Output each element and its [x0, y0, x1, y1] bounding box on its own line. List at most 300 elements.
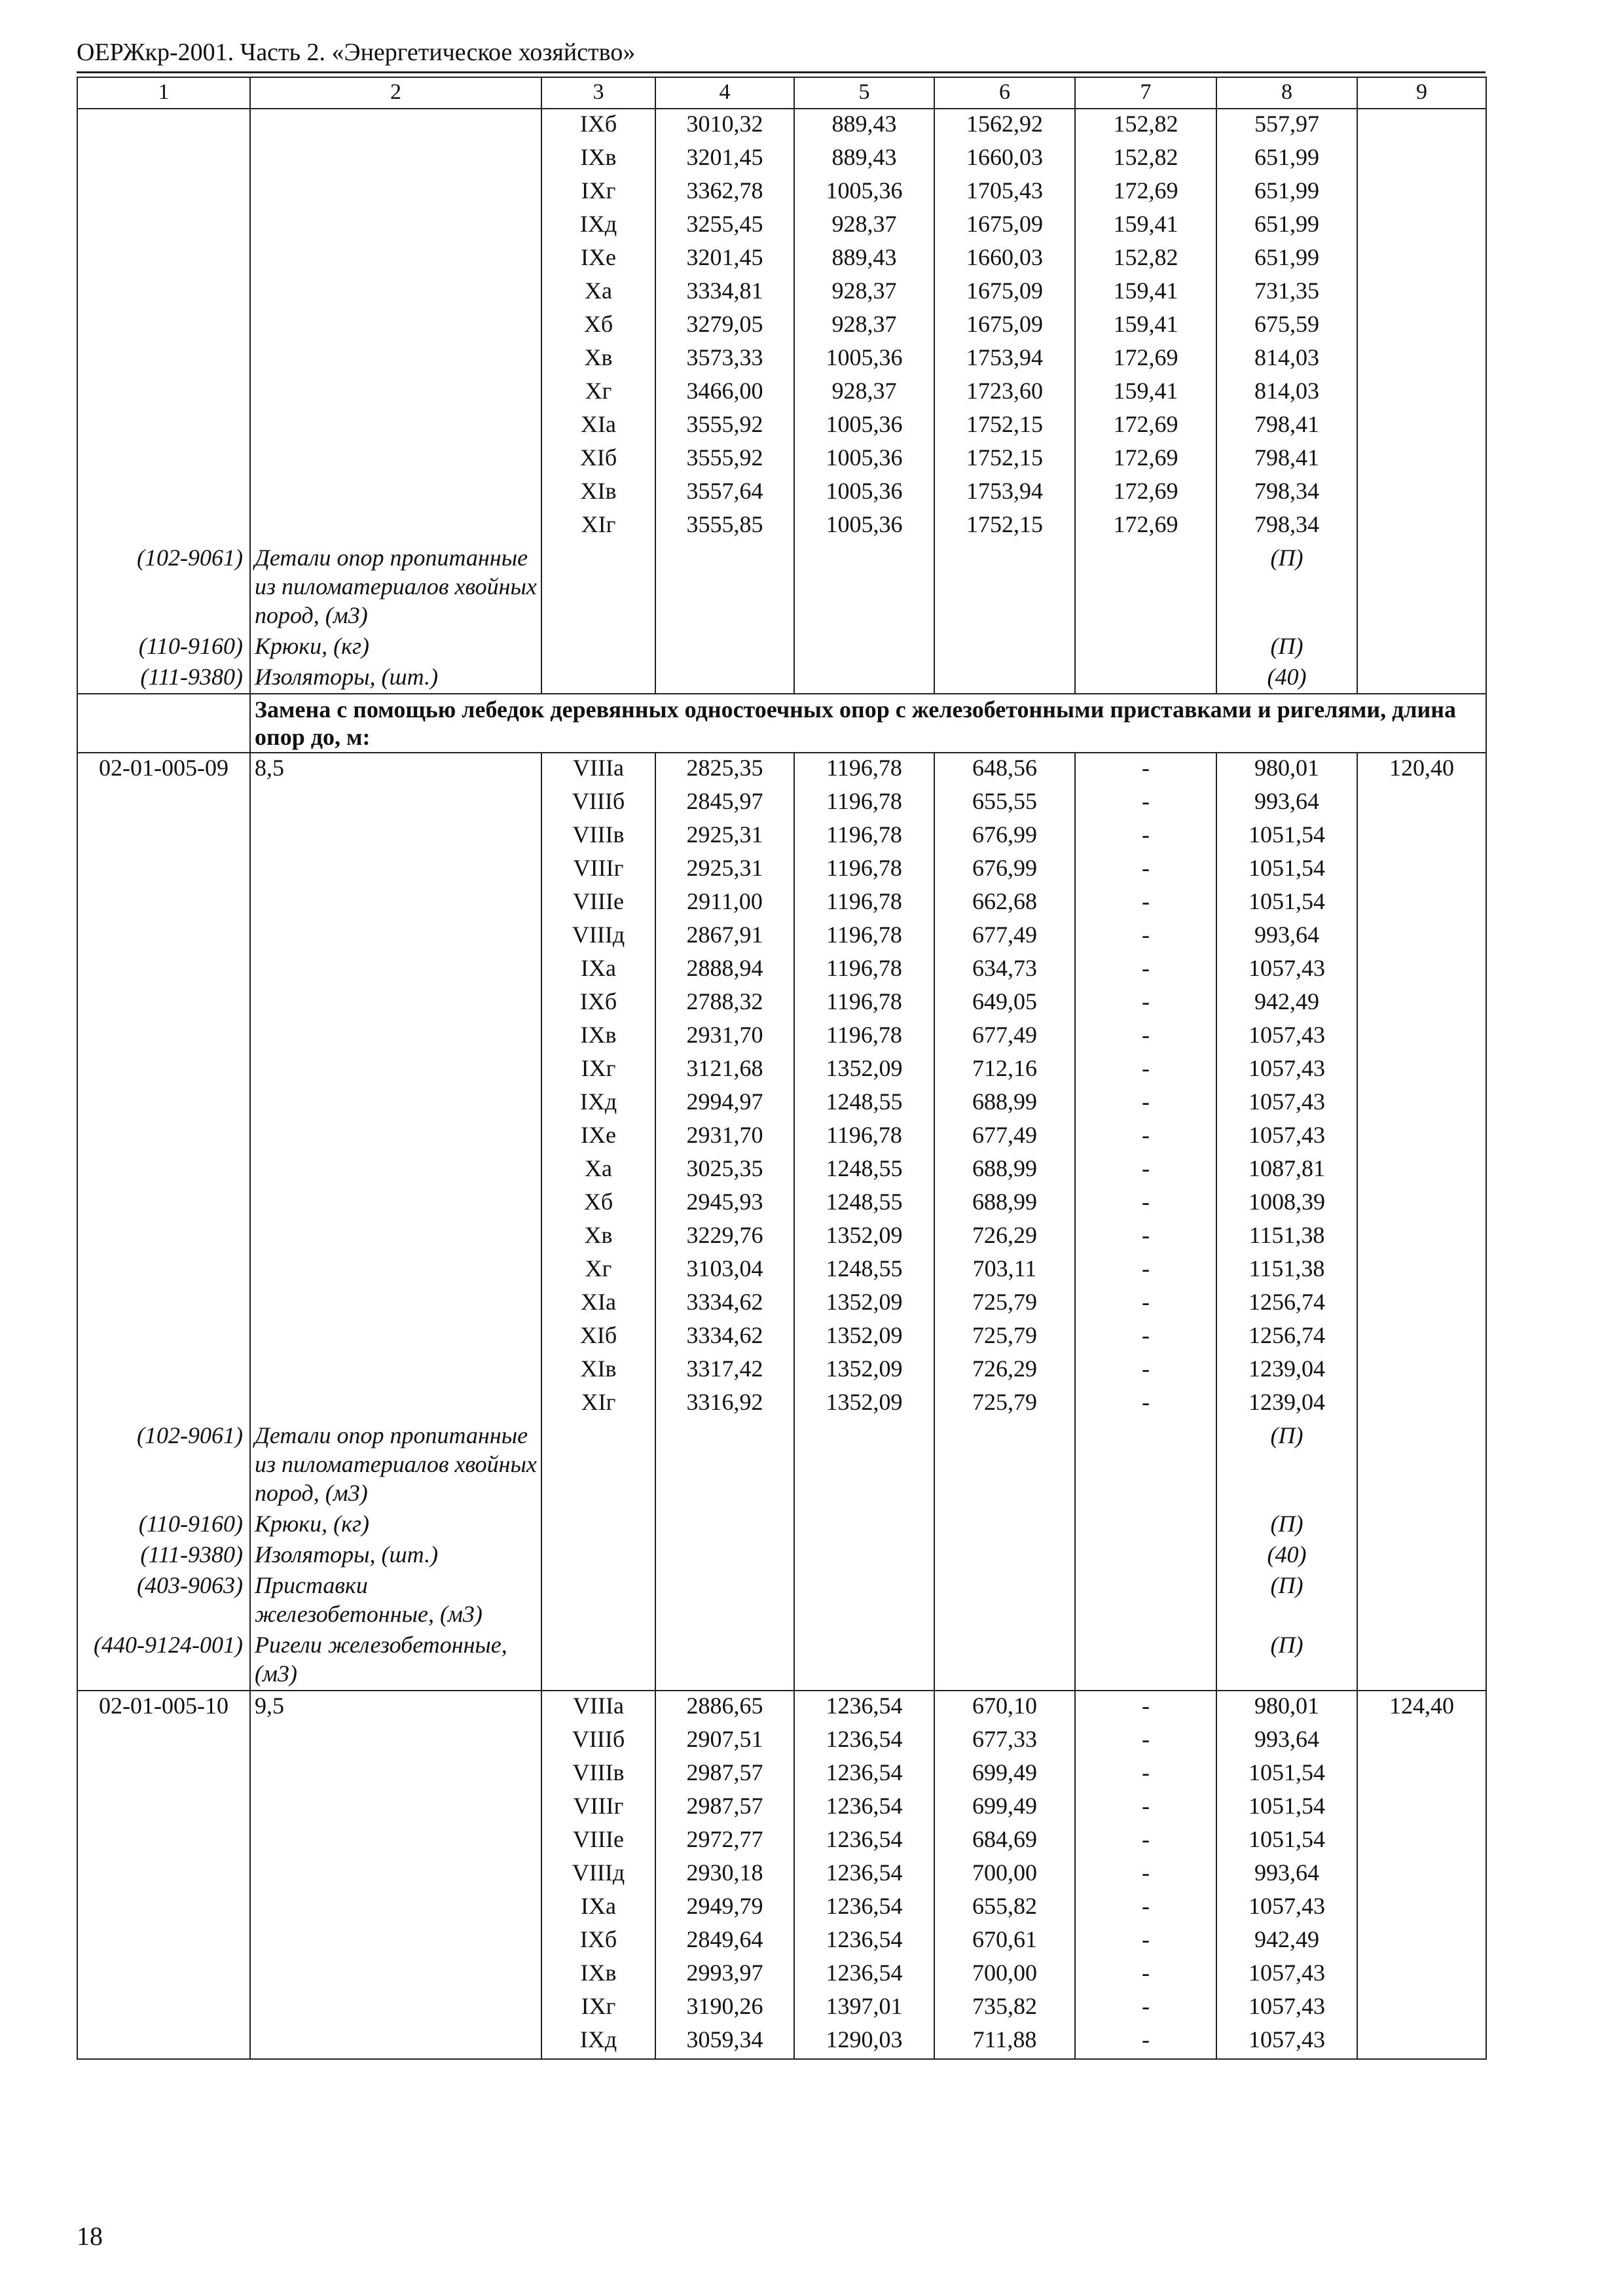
labor-cost-cell — [1357, 1221, 1486, 1254]
labor-cost-cell — [1357, 476, 1486, 510]
labor-cost-cell: 120,40 — [1357, 753, 1486, 787]
labor-cost-cell — [1357, 1958, 1486, 1992]
labor-cost-cell — [1357, 2025, 1486, 2059]
wages-cell: 1196,78 — [794, 1121, 934, 1154]
total-cost-cell: 3466,00 — [655, 376, 794, 410]
materials-cell: 1256,74 — [1216, 1287, 1357, 1321]
labor-cost-cell — [1357, 1020, 1486, 1054]
resource-value: (П) — [1216, 1571, 1357, 1630]
rate-name-cell — [250, 1992, 541, 2025]
total-cost-cell: 3555,92 — [655, 410, 794, 443]
rate-name-cell — [250, 310, 541, 343]
zone-cell: XIг — [541, 1388, 655, 1421]
machines-cell: 655,82 — [934, 1892, 1075, 1925]
total-cost-cell: 2911,00 — [655, 887, 794, 920]
rate-code-cell — [77, 920, 250, 954]
machinist-wages-cell: - — [1075, 1825, 1216, 1858]
materials-cell: 942,49 — [1216, 1925, 1357, 1958]
rate-code-cell — [77, 1020, 250, 1054]
wages-cell: 1248,55 — [794, 1187, 934, 1221]
machines-cell: 688,99 — [934, 1154, 1075, 1187]
materials-cell: 1057,43 — [1216, 954, 1357, 987]
wages-cell: 1196,78 — [794, 920, 934, 954]
total-cost-cell: 3121,68 — [655, 1054, 794, 1087]
table-row — [77, 109, 1486, 143]
materials-cell: 1057,43 — [1216, 1087, 1357, 1121]
empty-cell — [1075, 543, 1216, 632]
machines-cell: 699,49 — [934, 1791, 1075, 1825]
materials-cell: 1057,43 — [1216, 1992, 1357, 2025]
materials-cell: 651,99 — [1216, 209, 1357, 243]
rate-code-cell — [77, 176, 250, 209]
zone-cell: VIIIг — [541, 1791, 655, 1825]
rate-code-cell: 02-01-005-10 — [77, 1691, 250, 1725]
machinist-wages-cell: - — [1075, 1054, 1216, 1087]
column-number-cell: 5 — [794, 77, 934, 109]
empty-cell — [655, 1571, 794, 1630]
empty-cell — [541, 1571, 655, 1630]
machinist-wages-cell: - — [1075, 1791, 1216, 1825]
total-cost-cell: 3557,64 — [655, 476, 794, 510]
zone-cell: Xг — [541, 1254, 655, 1287]
zone-cell: IXб — [541, 109, 655, 143]
rate-name-cell — [250, 1087, 541, 1121]
zone-cell: IXб — [541, 987, 655, 1020]
zone-cell: IXв — [541, 1020, 655, 1054]
machines-cell: 634,73 — [934, 954, 1075, 987]
rate-code-cell — [77, 143, 250, 176]
resource-code: (440-9124-001) — [77, 1630, 250, 1691]
rate-name-cell — [250, 1758, 541, 1791]
zone-cell: IXа — [541, 1892, 655, 1925]
empty-cell — [541, 1421, 655, 1509]
materials-cell: 1057,43 — [1216, 1892, 1357, 1925]
resource-code: (403-9063) — [77, 1571, 250, 1630]
total-cost-cell: 2886,65 — [655, 1691, 794, 1725]
labor-cost-cell — [1357, 510, 1486, 543]
materials-cell: 980,01 — [1216, 1691, 1357, 1725]
empty-cell — [934, 543, 1075, 632]
machinist-wages-cell: - — [1075, 920, 1216, 954]
rate-name-cell: 8,5 — [250, 753, 541, 787]
rate-code-cell — [77, 343, 250, 376]
machinist-wages-cell: - — [1075, 1858, 1216, 1892]
rate-code-cell — [77, 376, 250, 410]
page-number: 18 — [77, 2221, 103, 2251]
zone-cell: IXа — [541, 954, 655, 987]
materials-cell: 814,03 — [1216, 376, 1357, 410]
machinist-wages-cell: - — [1075, 1925, 1216, 1958]
empty-cell — [655, 543, 794, 632]
wages-cell: 928,37 — [794, 376, 934, 410]
machinist-wages-cell: - — [1075, 1388, 1216, 1421]
table-row — [77, 1287, 1486, 1321]
rate-code-cell — [77, 1254, 250, 1287]
resource-name: Ригели железобетонные, (м3) — [250, 1630, 541, 1691]
zone-cell: IXе — [541, 243, 655, 276]
empty-cell — [794, 1540, 934, 1571]
column-number-cell: 3 — [541, 77, 655, 109]
wages-cell: 1196,78 — [794, 987, 934, 1020]
resource-code: (102-9061) — [77, 543, 250, 632]
rate-code-cell — [77, 987, 250, 1020]
labor-cost-cell — [1357, 243, 1486, 276]
table-row — [77, 1121, 1486, 1154]
resource-name: Детали опор пропитанные из пиломатериалов хвойных пород, (м3) — [250, 1421, 541, 1509]
rate-name-cell — [250, 143, 541, 176]
rate-code-cell — [77, 1925, 250, 1958]
table-row — [77, 1254, 1486, 1287]
table-row — [77, 954, 1486, 987]
machines-cell: 688,99 — [934, 1187, 1075, 1221]
rate-code-cell — [77, 1121, 250, 1154]
total-cost-cell: 2907,51 — [655, 1725, 794, 1758]
wages-cell: 1248,55 — [794, 1154, 934, 1187]
materials-cell: 1057,43 — [1216, 1958, 1357, 1992]
machines-cell: 662,68 — [934, 887, 1075, 920]
empty-cell — [655, 662, 794, 694]
resource-name: Детали опор пропитанные из пиломатериалов хвойных пород, (м3) — [250, 543, 541, 632]
rate-name-cell — [250, 443, 541, 476]
materials-cell: 651,99 — [1216, 143, 1357, 176]
zone-cell: VIIIе — [541, 887, 655, 920]
empty-cell — [655, 632, 794, 662]
labor-cost-cell — [1357, 343, 1486, 376]
machines-cell: 676,99 — [934, 820, 1075, 853]
wages-cell: 928,37 — [794, 276, 934, 310]
materials-cell: 942,49 — [1216, 987, 1357, 1020]
column-number-cell: 6 — [934, 77, 1075, 109]
machines-cell: 726,29 — [934, 1221, 1075, 1254]
materials-cell: 1239,04 — [1216, 1354, 1357, 1388]
rate-name-cell: 9,5 — [250, 1691, 541, 1725]
zone-cell: Xв — [541, 1221, 655, 1254]
materials-cell: 1051,54 — [1216, 1758, 1357, 1791]
rate-name-cell — [250, 987, 541, 1020]
table-row — [77, 1221, 1486, 1254]
labor-cost-cell — [1357, 1992, 1486, 2025]
labor-cost-cell — [1357, 787, 1486, 820]
resource-code: (110-9160) — [77, 632, 250, 662]
rate-name-cell — [250, 954, 541, 987]
resource-code: (111-9380) — [77, 662, 250, 694]
wages-cell: 1352,09 — [794, 1321, 934, 1354]
rate-name-cell — [250, 209, 541, 243]
empty-cell — [934, 1421, 1075, 1509]
empty-cell — [1075, 1421, 1216, 1509]
table-row — [77, 243, 1486, 276]
rate-name-cell — [250, 1287, 541, 1321]
empty-cell — [1357, 1540, 1486, 1571]
table-row — [77, 410, 1486, 443]
rate-code-cell — [77, 1354, 250, 1388]
rate-name-cell — [250, 1154, 541, 1187]
rate-name-cell — [250, 1187, 541, 1221]
wages-cell: 1397,01 — [794, 1992, 934, 2025]
table-row — [77, 1825, 1486, 1858]
table-row — [77, 209, 1486, 243]
total-cost-cell: 2849,64 — [655, 1925, 794, 1958]
wages-cell: 1005,36 — [794, 343, 934, 376]
rate-name-cell — [250, 243, 541, 276]
running-header: ОЕРЖкр-2001. Часть 2. «Энергетическое хозяйство» — [77, 39, 636, 66]
labor-cost-cell — [1357, 1254, 1486, 1287]
zone-cell: VIIIг — [541, 853, 655, 887]
total-cost-cell: 3201,45 — [655, 243, 794, 276]
zone-cell: XIг — [541, 510, 655, 543]
rate-name-cell — [250, 109, 541, 143]
rate-name-cell — [250, 2025, 541, 2059]
table-row — [77, 1154, 1486, 1187]
zone-cell: IXд — [541, 1087, 655, 1121]
total-cost-cell: 3362,78 — [655, 176, 794, 209]
machines-cell: 670,10 — [934, 1691, 1075, 1725]
labor-cost-cell — [1357, 1121, 1486, 1154]
resource-name: Изоляторы, (шт.) — [250, 1540, 541, 1571]
total-cost-cell: 2972,77 — [655, 1825, 794, 1858]
rate-code-cell — [77, 820, 250, 853]
wages-cell: 1236,54 — [794, 1858, 934, 1892]
wages-cell: 1236,54 — [794, 1791, 934, 1825]
wages-cell: 1005,36 — [794, 410, 934, 443]
machinist-wages-cell: 152,82 — [1075, 109, 1216, 143]
machines-cell: 1562,92 — [934, 109, 1075, 143]
materials-cell: 1008,39 — [1216, 1187, 1357, 1221]
column-number-cell: 9 — [1357, 77, 1486, 109]
total-cost-cell: 3555,85 — [655, 510, 794, 543]
total-cost-cell: 3059,34 — [655, 2025, 794, 2059]
machines-cell: 712,16 — [934, 1054, 1075, 1087]
wages-cell: 1352,09 — [794, 1054, 934, 1087]
wages-cell: 889,43 — [794, 109, 934, 143]
wages-cell: 1248,55 — [794, 1087, 934, 1121]
machinist-wages-cell: 159,41 — [1075, 209, 1216, 243]
table-row — [77, 143, 1486, 176]
rate-code-cell — [77, 510, 250, 543]
wages-cell: 1236,54 — [794, 1925, 934, 1958]
labor-cost-cell — [1357, 954, 1486, 987]
wages-cell: 1290,03 — [794, 2025, 934, 2059]
materials-cell: 1051,54 — [1216, 887, 1357, 920]
table-row — [77, 1791, 1486, 1825]
wages-cell: 1005,36 — [794, 176, 934, 209]
total-cost-cell: 2845,97 — [655, 787, 794, 820]
machinist-wages-cell: - — [1075, 1354, 1216, 1388]
norms-table-container — [77, 77, 1486, 2060]
table-row — [77, 510, 1486, 543]
machinist-wages-cell: 152,82 — [1075, 243, 1216, 276]
wages-cell: 928,37 — [794, 310, 934, 343]
resource-row — [77, 1540, 1486, 1571]
zone-cell: VIIIа — [541, 1691, 655, 1725]
rate-code-cell — [77, 109, 250, 143]
rate-code-cell — [77, 1992, 250, 2025]
empty-cell — [1075, 632, 1216, 662]
rate-code-cell: 02-01-005-09 — [77, 753, 250, 787]
resource-name: Крюки, (кг) — [250, 632, 541, 662]
total-cost-cell: 3334,62 — [655, 1321, 794, 1354]
machinist-wages-cell: 159,41 — [1075, 376, 1216, 410]
total-cost-cell: 3201,45 — [655, 143, 794, 176]
materials-cell: 993,64 — [1216, 787, 1357, 820]
total-cost-cell: 3255,45 — [655, 209, 794, 243]
labor-cost-cell — [1357, 109, 1486, 143]
wages-cell: 1196,78 — [794, 887, 934, 920]
empty-cell — [934, 632, 1075, 662]
norms-table-body — [77, 77, 1486, 2059]
machinist-wages-cell: - — [1075, 2025, 1216, 2059]
machines-cell: 726,29 — [934, 1354, 1075, 1388]
zone-cell: IXв — [541, 1958, 655, 1992]
wages-cell: 1196,78 — [794, 1020, 934, 1054]
table-row — [77, 1958, 1486, 1992]
empty-cell — [1357, 543, 1486, 632]
machines-cell: 700,00 — [934, 1858, 1075, 1892]
rate-name-cell — [250, 1958, 541, 1992]
resource-row — [77, 1630, 1486, 1691]
header-rule — [77, 71, 1486, 73]
zone-cell: IXг — [541, 176, 655, 209]
materials-cell: 993,64 — [1216, 1725, 1357, 1758]
rate-name-cell — [250, 1925, 541, 1958]
resource-value: (П) — [1216, 1421, 1357, 1509]
empty-cell — [794, 543, 934, 632]
labor-cost-cell — [1357, 1791, 1486, 1825]
empty-cell — [794, 1509, 934, 1540]
rate-code-cell — [77, 276, 250, 310]
rate-name-cell — [250, 820, 541, 853]
empty-cell — [1357, 632, 1486, 662]
machines-cell: 1660,03 — [934, 143, 1075, 176]
labor-cost-cell — [1357, 376, 1486, 410]
norms-table — [77, 77, 1487, 2060]
materials-cell: 1051,54 — [1216, 820, 1357, 853]
total-cost-cell: 2949,79 — [655, 1892, 794, 1925]
materials-cell: 1151,38 — [1216, 1254, 1357, 1287]
machinist-wages-cell: - — [1075, 954, 1216, 987]
total-cost-cell: 3334,81 — [655, 276, 794, 310]
total-cost-cell: 2993,97 — [655, 1958, 794, 1992]
empty-cell — [1357, 1630, 1486, 1691]
table-row — [77, 1758, 1486, 1791]
machinist-wages-cell: 159,41 — [1075, 310, 1216, 343]
machinist-wages-cell: - — [1075, 853, 1216, 887]
zone-cell: Xа — [541, 276, 655, 310]
materials-cell: 1057,43 — [1216, 1121, 1357, 1154]
wages-cell: 1236,54 — [794, 1958, 934, 1992]
zone-cell: VIIIб — [541, 787, 655, 820]
materials-cell: 980,01 — [1216, 753, 1357, 787]
resource-row — [77, 632, 1486, 662]
rate-code-cell — [77, 1287, 250, 1321]
table-row — [77, 1354, 1486, 1388]
zone-cell: Xа — [541, 1154, 655, 1187]
materials-cell: 798,34 — [1216, 476, 1357, 510]
labor-cost-cell — [1357, 176, 1486, 209]
materials-cell: 993,64 — [1216, 920, 1357, 954]
machines-cell: 1675,09 — [934, 209, 1075, 243]
table-row — [77, 787, 1486, 820]
table-row — [77, 1087, 1486, 1121]
machinist-wages-cell: - — [1075, 1221, 1216, 1254]
machinist-wages-cell: - — [1075, 753, 1216, 787]
rate-code-cell — [77, 209, 250, 243]
machines-cell: 688,99 — [934, 1087, 1075, 1121]
empty-cell — [1357, 662, 1486, 694]
materials-cell: 675,59 — [1216, 310, 1357, 343]
rate-name-cell — [250, 1221, 541, 1254]
labor-cost-cell — [1357, 1187, 1486, 1221]
table-row — [77, 1892, 1486, 1925]
wages-cell: 889,43 — [794, 143, 934, 176]
resource-name: Приставки железобетонные, (м3) — [250, 1571, 541, 1630]
materials-cell: 798,41 — [1216, 410, 1357, 443]
rate-name-cell — [250, 1791, 541, 1825]
machines-cell: 1753,94 — [934, 343, 1075, 376]
rate-code-cell — [77, 243, 250, 276]
machinist-wages-cell: - — [1075, 1321, 1216, 1354]
machines-cell: 677,49 — [934, 1121, 1075, 1154]
materials-cell: 798,34 — [1216, 510, 1357, 543]
materials-cell: 557,97 — [1216, 109, 1357, 143]
rate-name-cell — [250, 1388, 541, 1421]
table-row — [77, 476, 1486, 510]
machines-cell: 703,11 — [934, 1254, 1075, 1287]
rate-name-cell — [250, 476, 541, 510]
rate-code-cell — [77, 1054, 250, 1087]
resource-row — [77, 662, 1486, 694]
total-cost-cell: 3573,33 — [655, 343, 794, 376]
rate-name-cell — [250, 1892, 541, 1925]
section-title-row — [77, 694, 1486, 753]
zone-cell: VIIIа — [541, 753, 655, 787]
rate-code-cell — [77, 1725, 250, 1758]
machines-cell: 677,49 — [934, 1020, 1075, 1054]
labor-cost-cell — [1357, 209, 1486, 243]
table-row — [77, 987, 1486, 1020]
labor-cost-cell — [1357, 1321, 1486, 1354]
zone-cell: IXв — [541, 143, 655, 176]
table-row — [77, 310, 1486, 343]
total-cost-cell: 2945,93 — [655, 1187, 794, 1221]
machines-cell: 676,99 — [934, 853, 1075, 887]
machinist-wages-cell: 172,69 — [1075, 410, 1216, 443]
resource-value: (П) — [1216, 1509, 1357, 1540]
rate-code-cell — [77, 310, 250, 343]
table-row — [77, 1187, 1486, 1221]
column-number-cell: 4 — [655, 77, 794, 109]
total-cost-cell: 3103,04 — [655, 1254, 794, 1287]
empty-cell — [934, 1571, 1075, 1630]
total-cost-cell: 3190,26 — [655, 1992, 794, 2025]
zone-cell: Xб — [541, 310, 655, 343]
materials-cell: 1057,43 — [1216, 1020, 1357, 1054]
table-row — [77, 276, 1486, 310]
machines-cell: 735,82 — [934, 1992, 1075, 2025]
machinist-wages-cell: 172,69 — [1075, 176, 1216, 209]
rate-name-cell — [250, 1254, 541, 1287]
rate-code-cell — [77, 1791, 250, 1825]
wages-cell: 1352,09 — [794, 1388, 934, 1421]
wages-cell: 1236,54 — [794, 1892, 934, 1925]
rate-name-cell — [250, 1858, 541, 1892]
section-title-spacer — [77, 694, 250, 753]
rate-name-cell — [250, 1321, 541, 1354]
zone-cell: IXе — [541, 1121, 655, 1154]
zone-cell: XIв — [541, 476, 655, 510]
labor-cost-cell — [1357, 443, 1486, 476]
empty-cell — [1357, 1571, 1486, 1630]
